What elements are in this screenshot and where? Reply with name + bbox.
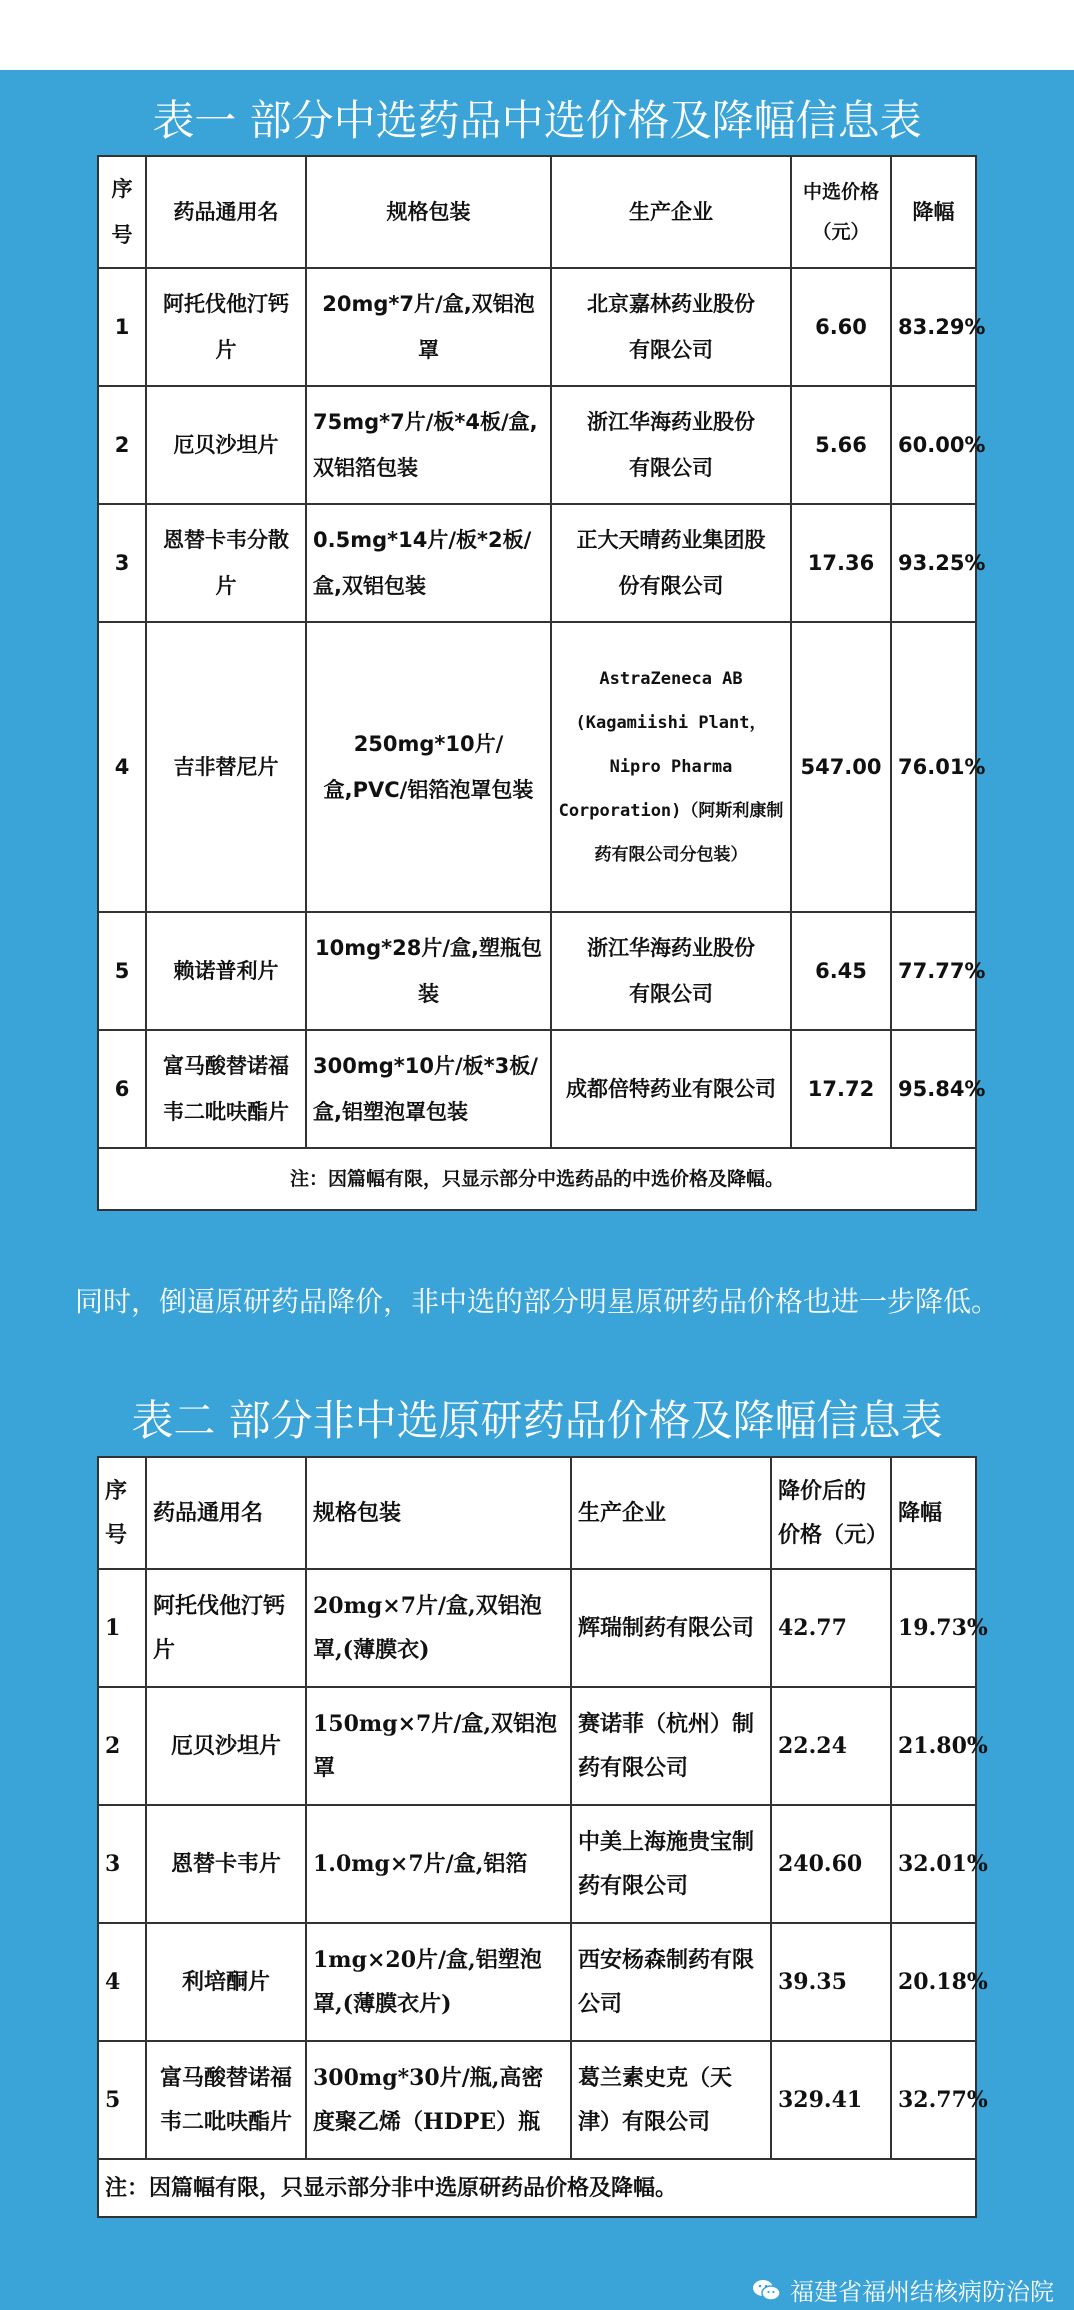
drug-spec: 250mg*10片/盒,PVC/铝箔泡罩包装 [306, 622, 551, 912]
price-drop: 95.84% [891, 1030, 976, 1148]
drug-name: 恩替卡韦分散片 [146, 504, 306, 622]
manufacturer: 葛兰素史克（天津）有限公司 [571, 2041, 771, 2159]
drug-name: 厄贝沙坦片 [146, 386, 306, 504]
table-row [98, 2041, 976, 2159]
price: 17.72 [791, 1030, 891, 1148]
drug-spec: 150mg×7片/盒,双铝泡罩 [306, 1687, 571, 1805]
price-drop: 32.01% [891, 1805, 976, 1923]
drug-name: 厄贝沙坦片 [146, 1687, 306, 1805]
row-number: 1 [98, 268, 146, 386]
price-drop: 83.29% [891, 268, 976, 386]
account-name: 福建省福州结核病防治院 [790, 2278, 1054, 2306]
table-row [98, 912, 976, 1030]
table2-title: 表二 部分非中选原研药品价格及降幅信息表 [131, 1396, 943, 1445]
header-cell: 生产企业 [551, 156, 791, 268]
price-drop: 60.00% [891, 386, 976, 504]
row-number: 5 [98, 2041, 146, 2159]
drug-spec: 75mg*7片/板*4板/盒,双铝箔包装 [306, 386, 551, 504]
header-cell: 药品通用名 [146, 1457, 306, 1569]
header-cell: 规格包装 [306, 156, 551, 268]
price-drop: 21.80% [891, 1687, 976, 1805]
table-row [98, 1687, 976, 1805]
table2 [97, 1456, 988, 2218]
table-row [98, 1923, 976, 2041]
drug-name: 富马酸替诺福韦二吡呋酯片 [146, 2041, 306, 2159]
price: 5.66 [791, 386, 891, 504]
price: 547.00 [791, 622, 891, 912]
table-row [98, 1569, 976, 1687]
row-number: 5 [98, 912, 146, 1030]
header-cell: 降幅 [891, 1457, 976, 1569]
manufacturer: 成都倍特药业有限公司 [551, 1030, 791, 1148]
header-cell: 序号 [98, 156, 146, 268]
drug-name: 阿托伐他汀钙片 [146, 268, 306, 386]
top-white-strip [0, 0, 1074, 70]
table-row [98, 1030, 976, 1148]
drug-name: 富马酸替诺福韦二吡呋酯片 [146, 1030, 306, 1148]
manufacturer: 北京嘉林药业股份有限公司 [551, 268, 791, 386]
header-cell: 降价后的价格（元） [771, 1457, 891, 1569]
table1-header-row [98, 156, 976, 268]
drug-spec: 1.0mg×7片/盒,铝箔 [306, 1805, 571, 1923]
table2-note: 注：因篇幅有限，只显示部分非中选原研药品价格及降幅。 [98, 2159, 976, 2217]
drug-spec: 20mg*7片/盒,双铝泡罩 [306, 268, 551, 386]
manufacturer: 浙江华海药业股份有限公司 [551, 386, 791, 504]
header-cell: 规格包装 [306, 1457, 571, 1569]
table1-note: 注：因篇幅有限，只显示部分中选药品的中选价格及降幅。 [98, 1148, 976, 1210]
table-row [98, 268, 976, 386]
drug-spec: 20mg×7片/盒,双铝泡罩,(薄膜衣) [306, 1569, 571, 1687]
footer-account [752, 2272, 1054, 2307]
price: 22.24 [771, 1687, 891, 1805]
manufacturer: 正大天晴药业集团股份有限公司 [551, 504, 791, 622]
price: 42.77 [771, 1569, 891, 1687]
price: 17.36 [791, 504, 891, 622]
row-number: 2 [98, 1687, 146, 1805]
price: 6.45 [791, 912, 891, 1030]
header-cell: 序号 [98, 1457, 146, 1569]
manufacturer: 中美上海施贵宝制药有限公司 [571, 1805, 771, 1923]
drug-spec: 10mg*28片/盒,塑瓶包装 [306, 912, 551, 1030]
row-number: 1 [98, 1569, 146, 1687]
manufacturer: 浙江华海药业股份有限公司 [551, 912, 791, 1030]
drug-spec: 300mg*30片/瓶,高密度聚乙烯（HDPE）瓶 [306, 2041, 571, 2159]
price-drop: 20.18% [891, 1923, 976, 2041]
row-number: 4 [98, 622, 146, 912]
price-drop: 19.73% [891, 1569, 976, 1687]
table1 [97, 155, 986, 1211]
table-row [98, 386, 976, 504]
row-number: 3 [98, 504, 146, 622]
table1-note-row [98, 1148, 976, 1210]
manufacturer: 赛诺菲（杭州）制药有限公司 [571, 1687, 771, 1805]
table2-header-row [98, 1457, 976, 1569]
manufacturer: AstraZeneca AB (Kagamiishi Plant，Nipro Pharma Corporation)（阿斯利康制药有限公司分包装） [551, 622, 791, 912]
table1-title: 表一 部分中选药品中选价格及降幅信息表 [152, 96, 922, 145]
manufacturer: 辉瑞制药有限公司 [571, 1569, 771, 1687]
middle-text: 同时，倒逼原研药品降价，非中选的部分明星原研药品价格也进一步降低。 [74, 1285, 999, 1318]
drug-spec: 0.5mg*14片/板*2板/盒,双铝包装 [306, 504, 551, 622]
row-number: 3 [98, 1805, 146, 1923]
price-drop: 93.25% [891, 504, 976, 622]
price: 39.35 [771, 1923, 891, 2041]
price: 329.41 [771, 2041, 891, 2159]
row-number: 2 [98, 386, 146, 504]
header-cell: 中选价格（元） [791, 156, 891, 268]
drug-spec: 1mg×20片/盒,铝塑泡罩,(薄膜衣片) [306, 1923, 571, 2041]
table-row [98, 504, 976, 622]
drug-spec: 300mg*10片/板*3板/盒,铝塑泡罩包装 [306, 1030, 551, 1148]
row-number: 6 [98, 1030, 146, 1148]
drug-name: 赖诺普利片 [146, 912, 306, 1030]
header-cell: 药品通用名 [146, 156, 306, 268]
drug-name: 吉非替尼片 [146, 622, 306, 912]
price: 240.60 [771, 1805, 891, 1923]
wechat-icon [752, 2278, 782, 2302]
table2-note-row [98, 2159, 976, 2217]
drug-name: 恩替卡韦片 [146, 1805, 306, 1923]
table-row [98, 622, 976, 912]
row-number: 4 [98, 1923, 146, 2041]
table-row [98, 1805, 976, 1923]
drug-name: 阿托伐他汀钙片 [146, 1569, 306, 1687]
header-cell: 降幅 [891, 156, 976, 268]
price: 6.60 [791, 268, 891, 386]
price-drop: 32.77% [891, 2041, 976, 2159]
drug-name: 利培酮片 [146, 1923, 306, 2041]
price-drop: 77.77% [891, 912, 976, 1030]
price-drop: 76.01% [891, 622, 976, 912]
manufacturer: 西安杨森制药有限公司 [571, 1923, 771, 2041]
header-cell: 生产企业 [571, 1457, 771, 1569]
